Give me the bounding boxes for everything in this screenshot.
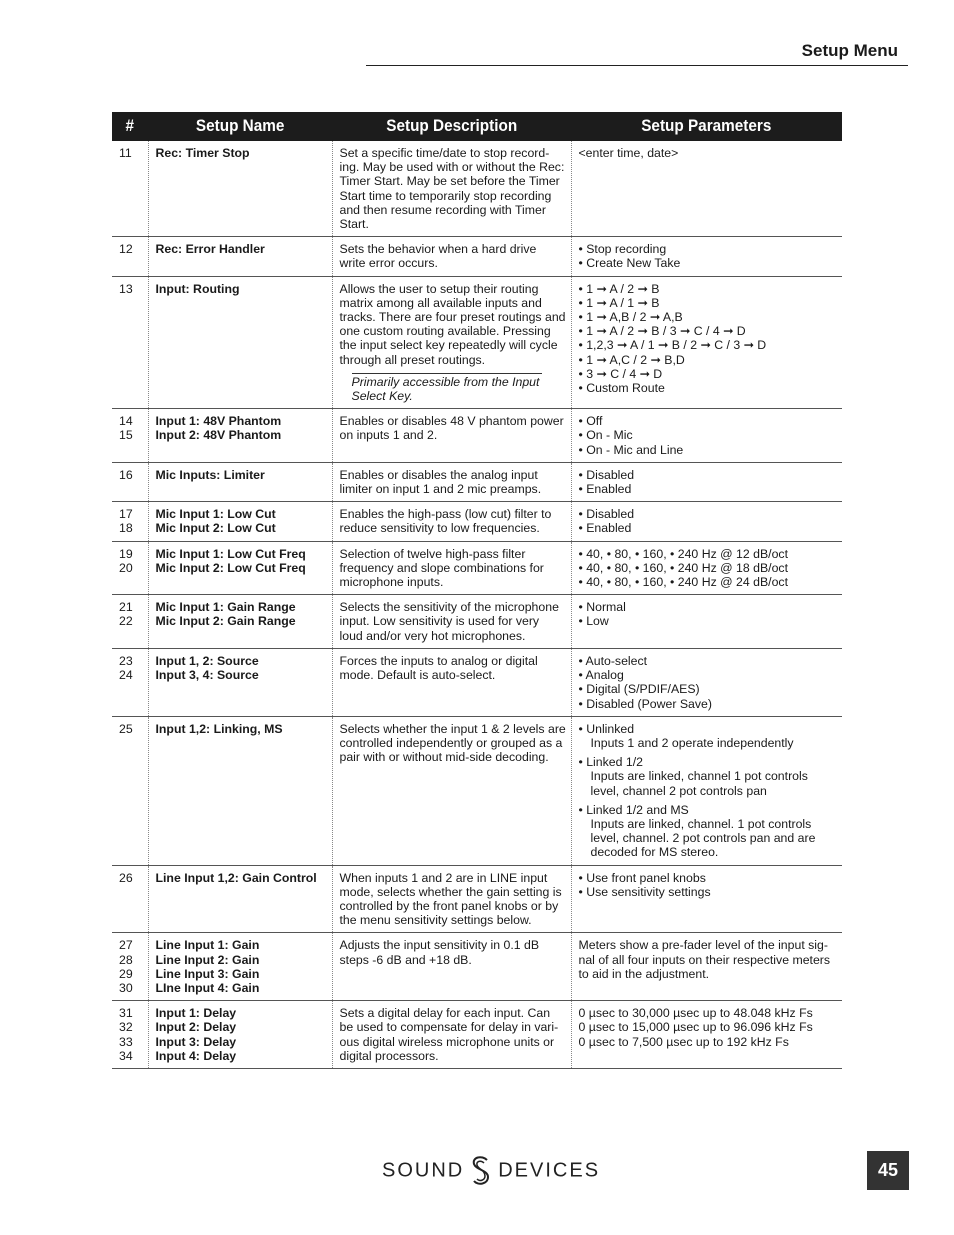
setup-parameters-cell bbox=[571, 933, 842, 1001]
cell-line: 24 bbox=[119, 668, 133, 683]
cell-line: Input 3, 4: Source bbox=[155, 668, 259, 683]
setup-number-cell bbox=[112, 276, 148, 409]
parameter-line: • 1 ➞ A / 2 ➞ B bbox=[578, 281, 660, 296]
parameter-line: • 3 ➞ C / 4 ➞ D bbox=[578, 366, 663, 381]
parameter-line: level, channel. 2 pot controls pan and are bbox=[590, 831, 816, 846]
cell-line: Mic Input 1: Gain Range bbox=[155, 600, 296, 615]
parameter-group bbox=[579, 600, 837, 628]
cell-line: 12 bbox=[119, 242, 133, 257]
cell-line: Rec: Error Handler bbox=[155, 242, 265, 257]
setup-name-cell bbox=[148, 502, 332, 541]
table-row bbox=[112, 865, 842, 933]
parameter-line: • Stop recording bbox=[578, 242, 667, 257]
setup-parameters-cell bbox=[571, 502, 842, 541]
parameter-line: level, channel 2 pot controls pan bbox=[590, 783, 767, 798]
parameter-group bbox=[579, 654, 837, 711]
parameter-line: • Use sensitivity settings bbox=[578, 884, 711, 899]
cell-line: Enables or disables the analog input bbox=[339, 467, 538, 482]
cell-line: Adjusts the input sensitivity in 0.1 dB bbox=[339, 938, 540, 953]
logo-text-devices: DEVICES bbox=[498, 1159, 601, 1182]
cell-line: one custom routing available. Pressing bbox=[339, 324, 551, 339]
cell-line: When inputs 1 and 2 are in LINE input bbox=[339, 870, 548, 885]
setup-name-cell bbox=[148, 716, 332, 865]
cell-line: ing. May be used with or without the Rec: bbox=[339, 160, 565, 175]
setup-description-cell bbox=[332, 933, 571, 1001]
table-row bbox=[112, 502, 842, 541]
cell-line: Set a specific time/date to stop record- bbox=[339, 146, 550, 160]
parameter-line: • Disabled (Power Save) bbox=[578, 696, 712, 711]
parameter-line: 0 µsec to 30,000 µsec up to 48.048 kHz Fs bbox=[578, 1006, 813, 1021]
table-header-row bbox=[112, 112, 842, 141]
setup-name-cell bbox=[148, 1001, 332, 1069]
cell-line: Mic Inputs: Limiter bbox=[155, 467, 265, 482]
table-row bbox=[112, 462, 842, 501]
cell-line: Input 1, 2: Source bbox=[155, 653, 259, 668]
cell-line: 23 bbox=[119, 653, 133, 668]
cell-line: Input 2: Delay bbox=[155, 1020, 237, 1035]
setup-name-cell bbox=[148, 462, 332, 501]
setup-description-cell bbox=[332, 276, 571, 409]
setup-name-cell bbox=[148, 541, 332, 595]
parameter-line: Inputs 1 and 2 operate independently bbox=[590, 735, 794, 750]
table-row bbox=[112, 595, 842, 649]
parameter-group bbox=[579, 146, 837, 160]
parameter-line: nal of all four inputs on their respective meters bbox=[578, 952, 831, 967]
setup-number-cell bbox=[112, 409, 148, 463]
setup-description-cell bbox=[332, 462, 571, 501]
setup-description-cell bbox=[332, 237, 571, 276]
parameter-line: • Disabled bbox=[578, 467, 635, 482]
cell-line: 29 bbox=[119, 966, 133, 981]
cell-line: controlled independently or grouped as a bbox=[339, 735, 563, 750]
cell-line: Rec: Timer Stop bbox=[155, 146, 250, 160]
cell-line: 34 bbox=[119, 1048, 133, 1063]
setup-description-cell bbox=[332, 541, 571, 595]
cell-line: Timer Start. May be set before the Timer bbox=[339, 174, 560, 189]
setup-name-cell bbox=[148, 409, 332, 463]
parameter-group bbox=[579, 871, 837, 899]
cell-line: Mic Input 1: Low Cut Freq bbox=[155, 546, 306, 561]
parameter-line: • 1 ➞ A / 2 ➞ B / 3 ➞ C / 4 ➞ D bbox=[578, 324, 746, 339]
cell-line: mode, selects whether the gain setting is bbox=[339, 884, 562, 899]
parameter-line: • Create New Take bbox=[578, 256, 681, 271]
parameter-group bbox=[579, 547, 837, 590]
note-line: Primarily accessible from the Input bbox=[351, 374, 540, 389]
page-header-title: Setup Menu bbox=[801, 41, 898, 60]
cell-line: 30 bbox=[119, 980, 133, 995]
page-number: 45 bbox=[867, 1151, 909, 1190]
table-row bbox=[112, 1001, 842, 1069]
cell-line: Input 3: Delay bbox=[155, 1034, 237, 1049]
cell-line: mode. Default is auto-select. bbox=[339, 668, 496, 683]
cell-line: Selects the sensitivity of the microphone bbox=[339, 600, 559, 615]
setup-description-cell bbox=[332, 716, 571, 865]
parameter-line: • Auto-select bbox=[578, 653, 648, 668]
column-header-setup-name: Setup Name bbox=[148, 112, 332, 141]
cell-line: 19 bbox=[119, 546, 133, 561]
cell-line: matrix among all available inputs and bbox=[339, 295, 542, 310]
cell-line: 15 bbox=[119, 428, 133, 443]
parameter-line: • 1 ➞ A,B / 2 ➞ A,B bbox=[578, 310, 683, 325]
setup-description-cell bbox=[332, 595, 571, 649]
cell-line: 33 bbox=[119, 1034, 133, 1049]
column-header-number: # bbox=[112, 112, 148, 141]
parameter-group bbox=[579, 282, 837, 396]
cell-line: 26 bbox=[119, 870, 133, 885]
parameter-line: • On - Mic bbox=[578, 428, 633, 443]
parameter-line: • 40, • 80, • 160, • 240 Hz @ 18 dB/oct bbox=[578, 560, 788, 575]
parameter-line: • On - Mic and Line bbox=[578, 442, 684, 457]
parameter-line: • Digital (S/PDIF/AES) bbox=[578, 682, 700, 697]
cell-line: and then resume recording with Timer bbox=[339, 202, 546, 217]
setup-name-cell bbox=[148, 237, 332, 276]
parameter-line: • Analog bbox=[578, 668, 624, 683]
cell-line: Input 1,2: Linking, MS bbox=[155, 721, 283, 736]
setup-description-cell bbox=[332, 1001, 571, 1069]
cell-line: steps -6 dB and +18 dB. bbox=[339, 952, 472, 967]
parameter-line: Inputs are linked, channel. 1 pot controls bbox=[590, 816, 812, 831]
cell-line: digital processors. bbox=[339, 1048, 439, 1063]
cell-line: 21 bbox=[119, 600, 133, 615]
cell-line: Forces the inputs to analog or digital bbox=[339, 653, 538, 668]
cell-line: be used to compensate for delay in vari- bbox=[339, 1020, 559, 1035]
cell-line: 13 bbox=[119, 281, 133, 296]
parameter-group bbox=[579, 938, 837, 981]
column-header-setup-description: Setup Description bbox=[332, 112, 571, 141]
cell-line: 16 bbox=[119, 467, 133, 482]
setup-parameters-cell bbox=[571, 462, 842, 501]
cell-line: write error occurs. bbox=[339, 256, 438, 271]
cell-line: Start. bbox=[339, 217, 369, 232]
setup-description-cell bbox=[332, 141, 571, 237]
cell-line: frequency and slope combinations for bbox=[339, 560, 544, 575]
setup-parameters-cell bbox=[571, 595, 842, 649]
cell-line: microphone inputs. bbox=[339, 575, 444, 590]
cell-line: Input 2: 48V Phantom bbox=[155, 428, 282, 443]
setup-number-cell bbox=[112, 595, 148, 649]
setup-number-cell bbox=[112, 1001, 148, 1069]
parameter-group bbox=[579, 242, 837, 270]
cell-line: 28 bbox=[119, 952, 133, 967]
parameter-group bbox=[579, 755, 837, 798]
header-rule bbox=[366, 65, 908, 66]
cell-line: Input: Routing bbox=[155, 281, 240, 296]
setup-number-cell bbox=[112, 141, 148, 237]
cell-line: Enables the high-pass (low cut) filter to bbox=[339, 507, 552, 522]
parameter-group bbox=[579, 414, 837, 457]
table-row bbox=[112, 141, 842, 237]
cell-line: controlled by the front panel knobs or by bbox=[339, 898, 559, 913]
setup-number-cell bbox=[112, 865, 148, 933]
cell-line: tracks. There are four preset routings and bbox=[339, 310, 566, 325]
cell-line: 31 bbox=[119, 1006, 133, 1021]
cell-line: input. Low sensitivity is used for very bbox=[339, 614, 540, 629]
cell-line: on inputs 1 and 2. bbox=[339, 428, 438, 443]
sound-devices-s-icon bbox=[468, 1155, 494, 1187]
cell-line: 32 bbox=[119, 1020, 133, 1035]
cell-line: loud and/or very hot microphones. bbox=[339, 628, 526, 643]
parameter-line: decoded for MS stereo. bbox=[590, 845, 719, 860]
cell-line: Allows the user to setup their routing bbox=[339, 281, 539, 296]
setup-number-cell bbox=[112, 541, 148, 595]
table-row bbox=[112, 933, 842, 1001]
cell-line: LIne Input 4: Gain bbox=[155, 980, 260, 995]
cell-line: 20 bbox=[119, 560, 133, 575]
table-body bbox=[112, 141, 842, 1068]
parameter-line: 0 µsec to 15,000 µsec up to 96.096 kHz Fs bbox=[578, 1020, 813, 1035]
cell-line: the menu sensitivity settings below. bbox=[339, 913, 532, 928]
setup-number-cell bbox=[112, 933, 148, 1001]
parameter-line: • Unlinked bbox=[578, 721, 635, 736]
cell-line: 11 bbox=[119, 146, 132, 160]
cell-line: 14 bbox=[119, 414, 133, 429]
cell-line: Line Input 1,2: Gain Control bbox=[155, 870, 317, 885]
cell-line: Line Input 1: Gain bbox=[155, 938, 260, 953]
parameter-group bbox=[579, 722, 837, 750]
setup-parameters-cell bbox=[571, 141, 842, 237]
setup-name-cell bbox=[148, 648, 332, 716]
cell-line: Sets a digital delay for each input. Can bbox=[339, 1006, 551, 1021]
table-row bbox=[112, 237, 842, 276]
description-note bbox=[352, 373, 542, 403]
parameter-line: • 1 ➞ A,C / 2 ➞ B,D bbox=[578, 352, 685, 367]
setup-parameters-cell bbox=[571, 276, 842, 409]
parameter-group bbox=[579, 468, 837, 496]
cell-line: Selects whether the input 1 & 2 levels are bbox=[339, 721, 566, 736]
parameter-line: to aid in the adjustment. bbox=[578, 966, 710, 981]
setup-name-cell bbox=[148, 933, 332, 1001]
setup-description-cell bbox=[332, 865, 571, 933]
setup-name-cell bbox=[148, 276, 332, 409]
setup-parameters-cell bbox=[571, 648, 842, 716]
table-row bbox=[112, 541, 842, 595]
setup-menu-table bbox=[112, 112, 842, 1069]
parameter-line: • 1,2,3 ➞ A / 1 ➞ B / 2 ➞ C / 3 ➞ D bbox=[578, 338, 767, 353]
cell-line: ous digital wireless microphone units or bbox=[339, 1034, 555, 1049]
parameter-line: • Linked 1/2 bbox=[578, 755, 643, 770]
cell-line: 25 bbox=[119, 721, 133, 736]
table-row bbox=[112, 276, 842, 409]
setup-name-cell bbox=[148, 141, 332, 237]
setup-number-cell bbox=[112, 502, 148, 541]
setup-parameters-cell bbox=[571, 409, 842, 463]
cell-line: Input 1: 48V Phantom bbox=[155, 414, 282, 429]
cell-line: through all preset routings. bbox=[339, 352, 486, 367]
cell-line: 22 bbox=[119, 614, 133, 629]
logo-text-sound: SOUND bbox=[382, 1159, 465, 1182]
setup-name-cell bbox=[148, 865, 332, 933]
parameter-line: • Off bbox=[578, 414, 603, 429]
setup-description-cell bbox=[332, 648, 571, 716]
note-line: Select Key. bbox=[351, 389, 413, 404]
setup-description-cell bbox=[332, 409, 571, 463]
parameter-line: • Disabled bbox=[578, 507, 635, 522]
cell-line: Sets the behavior when a hard drive bbox=[339, 242, 537, 257]
cell-line: Mic Input 2: Low Cut bbox=[155, 521, 276, 536]
parameter-line: • Custom Route bbox=[578, 381, 665, 396]
parameter-group bbox=[579, 803, 837, 860]
cell-line: 17 bbox=[119, 507, 133, 522]
table-row bbox=[112, 648, 842, 716]
setup-parameters-cell bbox=[571, 237, 842, 276]
cell-line: reduce sensitivity to low frequencies. bbox=[339, 521, 540, 536]
parameter-line: • Linked 1/2 and MS bbox=[578, 802, 689, 817]
setup-number-cell bbox=[112, 648, 148, 716]
parameter-line: • Low bbox=[578, 614, 609, 629]
setup-description-cell bbox=[332, 502, 571, 541]
table-row bbox=[112, 409, 842, 463]
cell-line: Line Input 2: Gain bbox=[155, 952, 260, 967]
parameter-line: • 40, • 80, • 160, • 240 Hz @ 24 dB/oct bbox=[578, 575, 788, 590]
parameter-group bbox=[579, 507, 837, 535]
parameter-group bbox=[579, 1006, 837, 1049]
cell-line: limiter on input 1 and 2 mic preamps. bbox=[339, 482, 542, 497]
cell-line: Start time to temporarily stop recording bbox=[339, 188, 552, 203]
parameter-line: Inputs are linked, channel 1 pot controls bbox=[590, 769, 808, 784]
setup-parameters-cell bbox=[571, 716, 842, 865]
parameter-line: • 40, • 80, • 160, • 240 Hz @ 12 dB/oct bbox=[578, 546, 788, 561]
cell-line: Mic Input 2: Low Cut Freq bbox=[155, 560, 306, 575]
cell-line: Selection of twelve high-pass filter bbox=[339, 546, 526, 561]
parameter-line: 0 µsec to 7,500 µsec up to 192 kHz Fs bbox=[578, 1034, 789, 1049]
setup-name-cell bbox=[148, 595, 332, 649]
setup-parameters-cell bbox=[571, 865, 842, 933]
cell-line: Input 1: Delay bbox=[155, 1006, 237, 1021]
parameter-line: • 1 ➞ A / 1 ➞ B bbox=[578, 295, 660, 310]
cell-line: Input 4: Delay bbox=[155, 1048, 237, 1063]
setup-number-cell bbox=[112, 462, 148, 501]
column-header-setup-parameters: Setup Parameters bbox=[571, 112, 842, 141]
cell-line: Mic Input 1: Low Cut bbox=[155, 507, 276, 522]
cell-line: the input select key repeatedly will cycle bbox=[339, 338, 558, 353]
parameter-line: • Enabled bbox=[578, 521, 632, 536]
setup-number-cell bbox=[112, 716, 148, 865]
cell-line: Mic Input 2: Gain Range bbox=[155, 614, 296, 629]
parameter-line: <enter time, date> bbox=[578, 146, 679, 160]
cell-line: Enables or disables 48 V phantom power bbox=[339, 414, 564, 429]
sound-devices-logo bbox=[382, 1155, 600, 1187]
parameter-line: • Normal bbox=[578, 600, 626, 615]
setup-parameters-cell bbox=[571, 1001, 842, 1069]
cell-line: pair with or without mid-side decoding. bbox=[339, 750, 549, 765]
setup-number-cell bbox=[112, 237, 148, 276]
parameter-line: • Use front panel knobs bbox=[578, 870, 706, 885]
cell-line: 27 bbox=[119, 938, 133, 953]
cell-line: 18 bbox=[119, 521, 133, 536]
cell-line: Line Input 3: Gain bbox=[155, 966, 260, 981]
parameter-line: Meters show a pre-fader level of the input sig- bbox=[578, 938, 828, 953]
table-row bbox=[112, 716, 842, 865]
parameter-line: • Enabled bbox=[578, 482, 632, 497]
setup-parameters-cell bbox=[571, 541, 842, 595]
